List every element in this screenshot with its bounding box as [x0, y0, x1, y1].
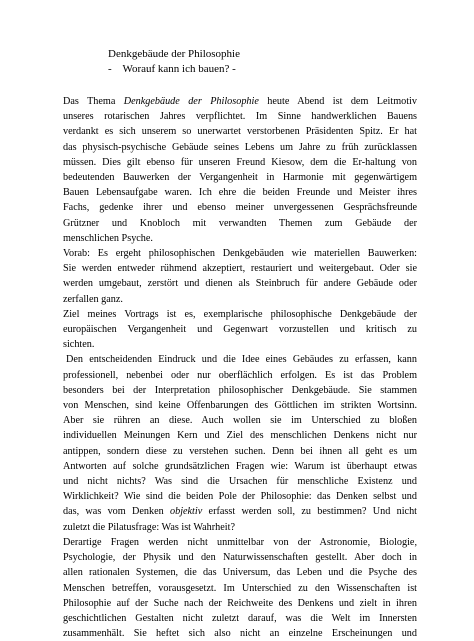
text-line	[63, 535, 417, 550]
text-run: unseres rotarischen Jahres verpflichtet. Im Sinne handwerklichen Bauens	[63, 111, 417, 123]
text-run: Wirklichkeit? Wie sind die beiden Pole der Philosophie: das Denken selbst und	[63, 491, 417, 503]
paragraph	[63, 307, 417, 353]
emphasized-text: objektiv	[170, 506, 203, 518]
text-run: Psychologie, der Physik und den Naturwissenschaften gestellt. Aber doch in	[63, 552, 417, 564]
paragraph	[63, 94, 417, 246]
text-line	[63, 292, 417, 307]
text-run: von Menschen, sind keine Offenbarungen des Göttlichen im strikten Wortsinn.	[63, 400, 417, 412]
text-run: Fachs, gedenke ihrer und ebenso meiner unvergessenen Gesprächsfreunde	[63, 202, 417, 214]
text-line	[63, 231, 417, 246]
text-line	[63, 246, 417, 261]
text-line	[63, 352, 417, 367]
text-line	[63, 307, 417, 322]
text-line	[63, 459, 417, 474]
text-line	[63, 337, 417, 352]
text-line	[63, 520, 417, 535]
text-run: das physisch-psychische Gebäude seines Lebens um Jahre zu früh zurücklassen	[63, 141, 417, 153]
text-line	[63, 155, 417, 170]
text-run: das, was vom Denken	[63, 506, 170, 518]
document-title	[108, 47, 240, 77]
text-line	[63, 170, 417, 185]
text-line	[63, 383, 417, 398]
text-line	[63, 504, 417, 519]
title-line: Denkgebäude der Philosophie	[108, 48, 240, 60]
text-line	[63, 368, 417, 383]
text-line	[63, 596, 417, 611]
text-line	[63, 109, 417, 124]
paragraph	[63, 246, 417, 307]
text-run: Den entscheidenden Eindruck und die Idee eines Gebäudes zu erfassen, kann	[66, 354, 417, 366]
text-run: Aber sie rühren an diese. Auch wollen sie im Unterschied zu bloßen	[63, 415, 417, 427]
text-line	[63, 261, 417, 276]
text-run: Derartige Fragen werden nicht unmittelbar von der Astronomie, Biologie,	[63, 536, 417, 548]
text-run: Vorab: Es ergeht philosophischen Denkgebäuden wie materiellen Bauwerken:	[63, 248, 417, 260]
text-line	[63, 550, 417, 565]
text-line	[63, 185, 417, 200]
text-line	[63, 474, 417, 489]
text-run: Ziel meines Vortrags ist es, exemplarische philosophische Denkgebäude der	[63, 308, 417, 320]
text-run: Philosophie auf der Suche nach der Reichweite des Denkens und zielt in ihren	[63, 597, 417, 609]
text-run: Bauen Lebensaufgabe waren. Ich ehre die beiden Freunde und Meister ihres	[63, 187, 417, 199]
text-run: antippen, sondern diese zu verstehen suchen. Denn bei ihnen all geht es um	[63, 445, 417, 457]
text-run: und nicht nichts? Was sind die Ursachen für menschliche Existenz und	[63, 476, 417, 488]
text-line	[63, 200, 417, 215]
text-line	[63, 124, 417, 139]
text-line	[63, 216, 417, 231]
text-run: Menschen betreffen, vorausgesetzt. Im Unterschied zu den Wissenschaften ist	[63, 582, 417, 594]
text-line	[63, 413, 417, 428]
text-run: allen rationalen Systemen, die das Universum, das Leben und die Psyche des	[63, 567, 417, 579]
text-run: erfasst werden soll, zu bestimmen? Und nicht	[202, 506, 417, 518]
text-run: geschichtlichen Gestalten nicht zuletzt darauf, was die Welt im Innersten	[63, 612, 417, 624]
document-body	[63, 94, 417, 641]
text-run: individuellen Meinungen Kern und Ziel des menschlichen Denkens nicht nur	[63, 430, 417, 442]
text-run: zerfallen ganz.	[63, 293, 123, 305]
paragraph	[63, 352, 417, 534]
text-run: Das Thema	[63, 96, 124, 107]
text-run: besonders bei der Interpretation philosophischer Denkgebäude. Sie stammen	[63, 384, 417, 396]
text-line	[63, 398, 417, 413]
text-run: sichten.	[63, 339, 95, 351]
text-run: werden umgebaut, zerstört und dienen als Steinbruch für andere Gebäude oder	[63, 278, 417, 290]
text-line	[63, 276, 417, 291]
text-line	[63, 444, 417, 459]
subtitle-line: - Worauf kann ich bauen? -	[108, 63, 236, 75]
text-run: zusammenhält. Sie heftet sich also nicht an einzelne Erscheinungen und	[63, 628, 417, 640]
text-run: Sie werden entweder rühmend akzeptiert, restauriert und weitergebaut. Oder sie	[63, 263, 417, 275]
text-run: zuletzt die Pilatusfrage: Was ist Wahrheit?	[63, 521, 235, 533]
text-line	[63, 140, 417, 155]
text-run: müssen. Dies gilt ebenso für unseren Freund Kiesow, dem die Er-haltung von	[63, 156, 417, 168]
text-run: verdankt es sich unserem so unerwartet verstorbenen Präsidenten Spitz. Er hat	[63, 126, 417, 138]
paragraph	[63, 535, 417, 641]
emphasized-text: Denkgebäude der Philosophie	[123, 96, 259, 107]
text-line	[63, 565, 417, 580]
text-line	[63, 428, 417, 443]
text-run: Grützner und Knobloch mit verwandten Themen zum Gebäude der	[63, 217, 417, 229]
text-run: menschlichen Psyche.	[63, 232, 153, 244]
text-line	[63, 611, 417, 626]
text-run: professionell, nebenbei oder nur oberflächlich erfolgen. Es ist das Problem	[63, 369, 417, 381]
text-run: bedeutenden Bauwerken der Vergangenheit in Harmonie mit gegenwärtigem	[63, 172, 417, 184]
text-run: heute Abend ist dem Leitmotiv	[258, 96, 417, 107]
text-run: Antworten auf solche grundsätzlichen Fragen wie: Warum ist überhaupt etwas	[63, 460, 417, 472]
text-line	[63, 94, 417, 109]
text-line	[63, 626, 417, 641]
text-line	[63, 581, 417, 596]
text-run: europäischen Vergangenheit und Gegenwart vorzustellen und kritisch zu	[63, 324, 417, 336]
text-line	[63, 322, 417, 337]
text-line	[63, 489, 417, 504]
